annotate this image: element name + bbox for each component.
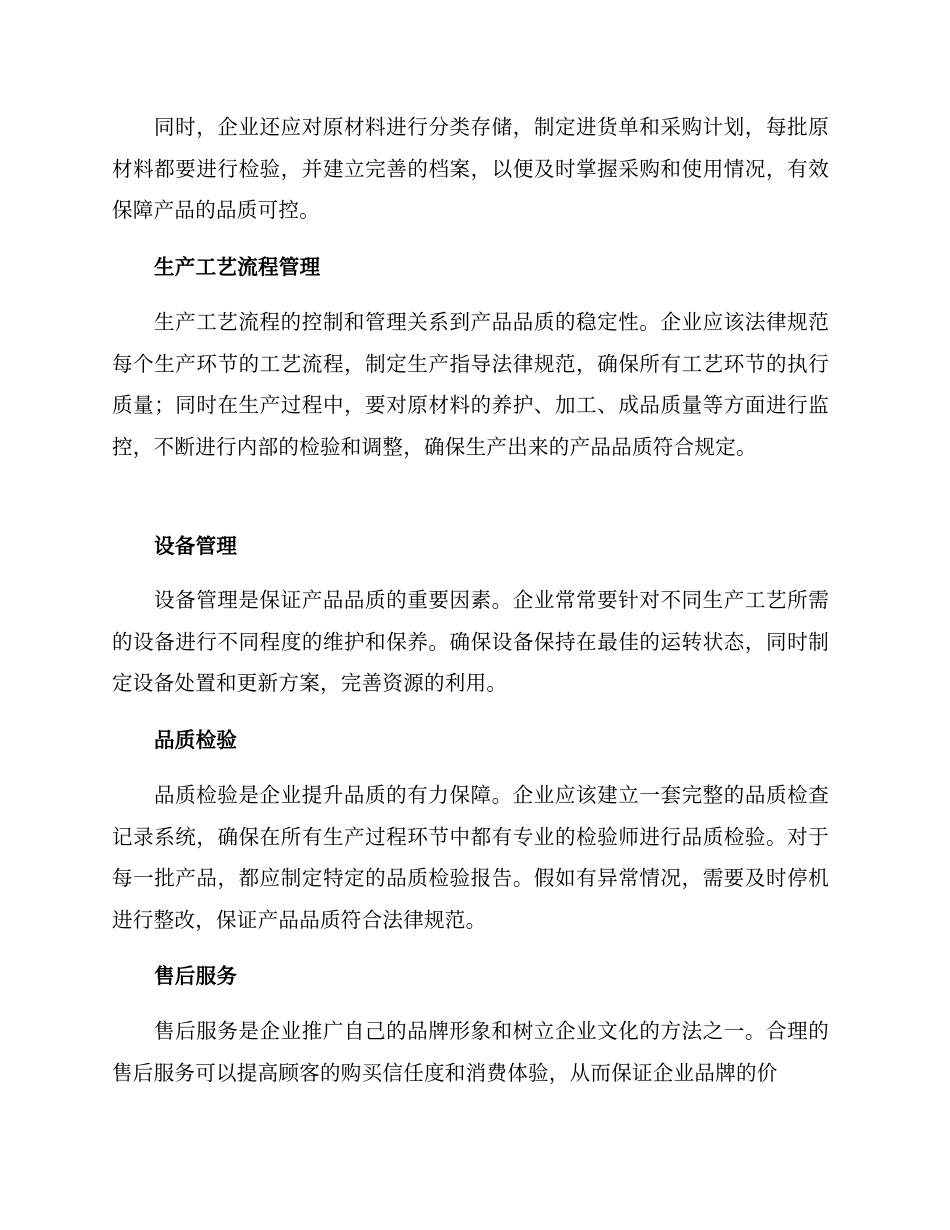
- heading-production-process: 生产工艺流程管理: [154, 255, 321, 279]
- paragraph-quality-inspection: 品质检验是企业提升品质的有力保障。企业应该建立一套完整的品质检查记录系统，确保在所有生产过程环节中都有专业的检验师进行品质检验。对于每一批产品，都应制定特定的品质检验报告。假如有异常情况，需要及时停机进行整改，保证产品品质符合法律规范。: [112, 783, 829, 932]
- paragraph-raw-material-storage: 同时，企业还应对原材料进行分类存储，制定进货单和采购计划，每批原材料都要进行检验，并建立完善的档案，以便及时掌握采购和使用情况，有效保障产品的品质可控。: [112, 115, 829, 222]
- heading-quality-inspection: 品质检验: [154, 728, 238, 752]
- heading-equipment-management: 设备管理: [154, 534, 238, 558]
- heading-after-sales-service: 售后服务: [154, 964, 238, 988]
- paragraph-production-process: 生产工艺流程的控制和管理关系到产品品质的稳定性。企业应该法律规范每个生产环节的工艺流程，制定生产指导法律规范，确保所有工艺环节的执行质量；同时在生产过程中，要对原材料的养护、加工、成品质量等方面进行监控，不断进行内部的检验和调整，确保生产出来的产品品质符合规定。: [112, 310, 829, 459]
- paragraph-after-sales-service: 售后服务是企业推广自己的品牌形象和树立企业文化的方法之一。合理的售后服务可以提高顾客的购买信任度和消费体验，从而保证企业品牌的价: [112, 1019, 829, 1085]
- paragraph-equipment-management: 设备管理是保证产品品质的重要因素。企业常常要针对不同生产工艺所需的设备进行不同程度的维护和保养。确保设备保持在最佳的运转状态，同时制定设备处置和更新方案，完善资源的利用。: [112, 588, 829, 695]
